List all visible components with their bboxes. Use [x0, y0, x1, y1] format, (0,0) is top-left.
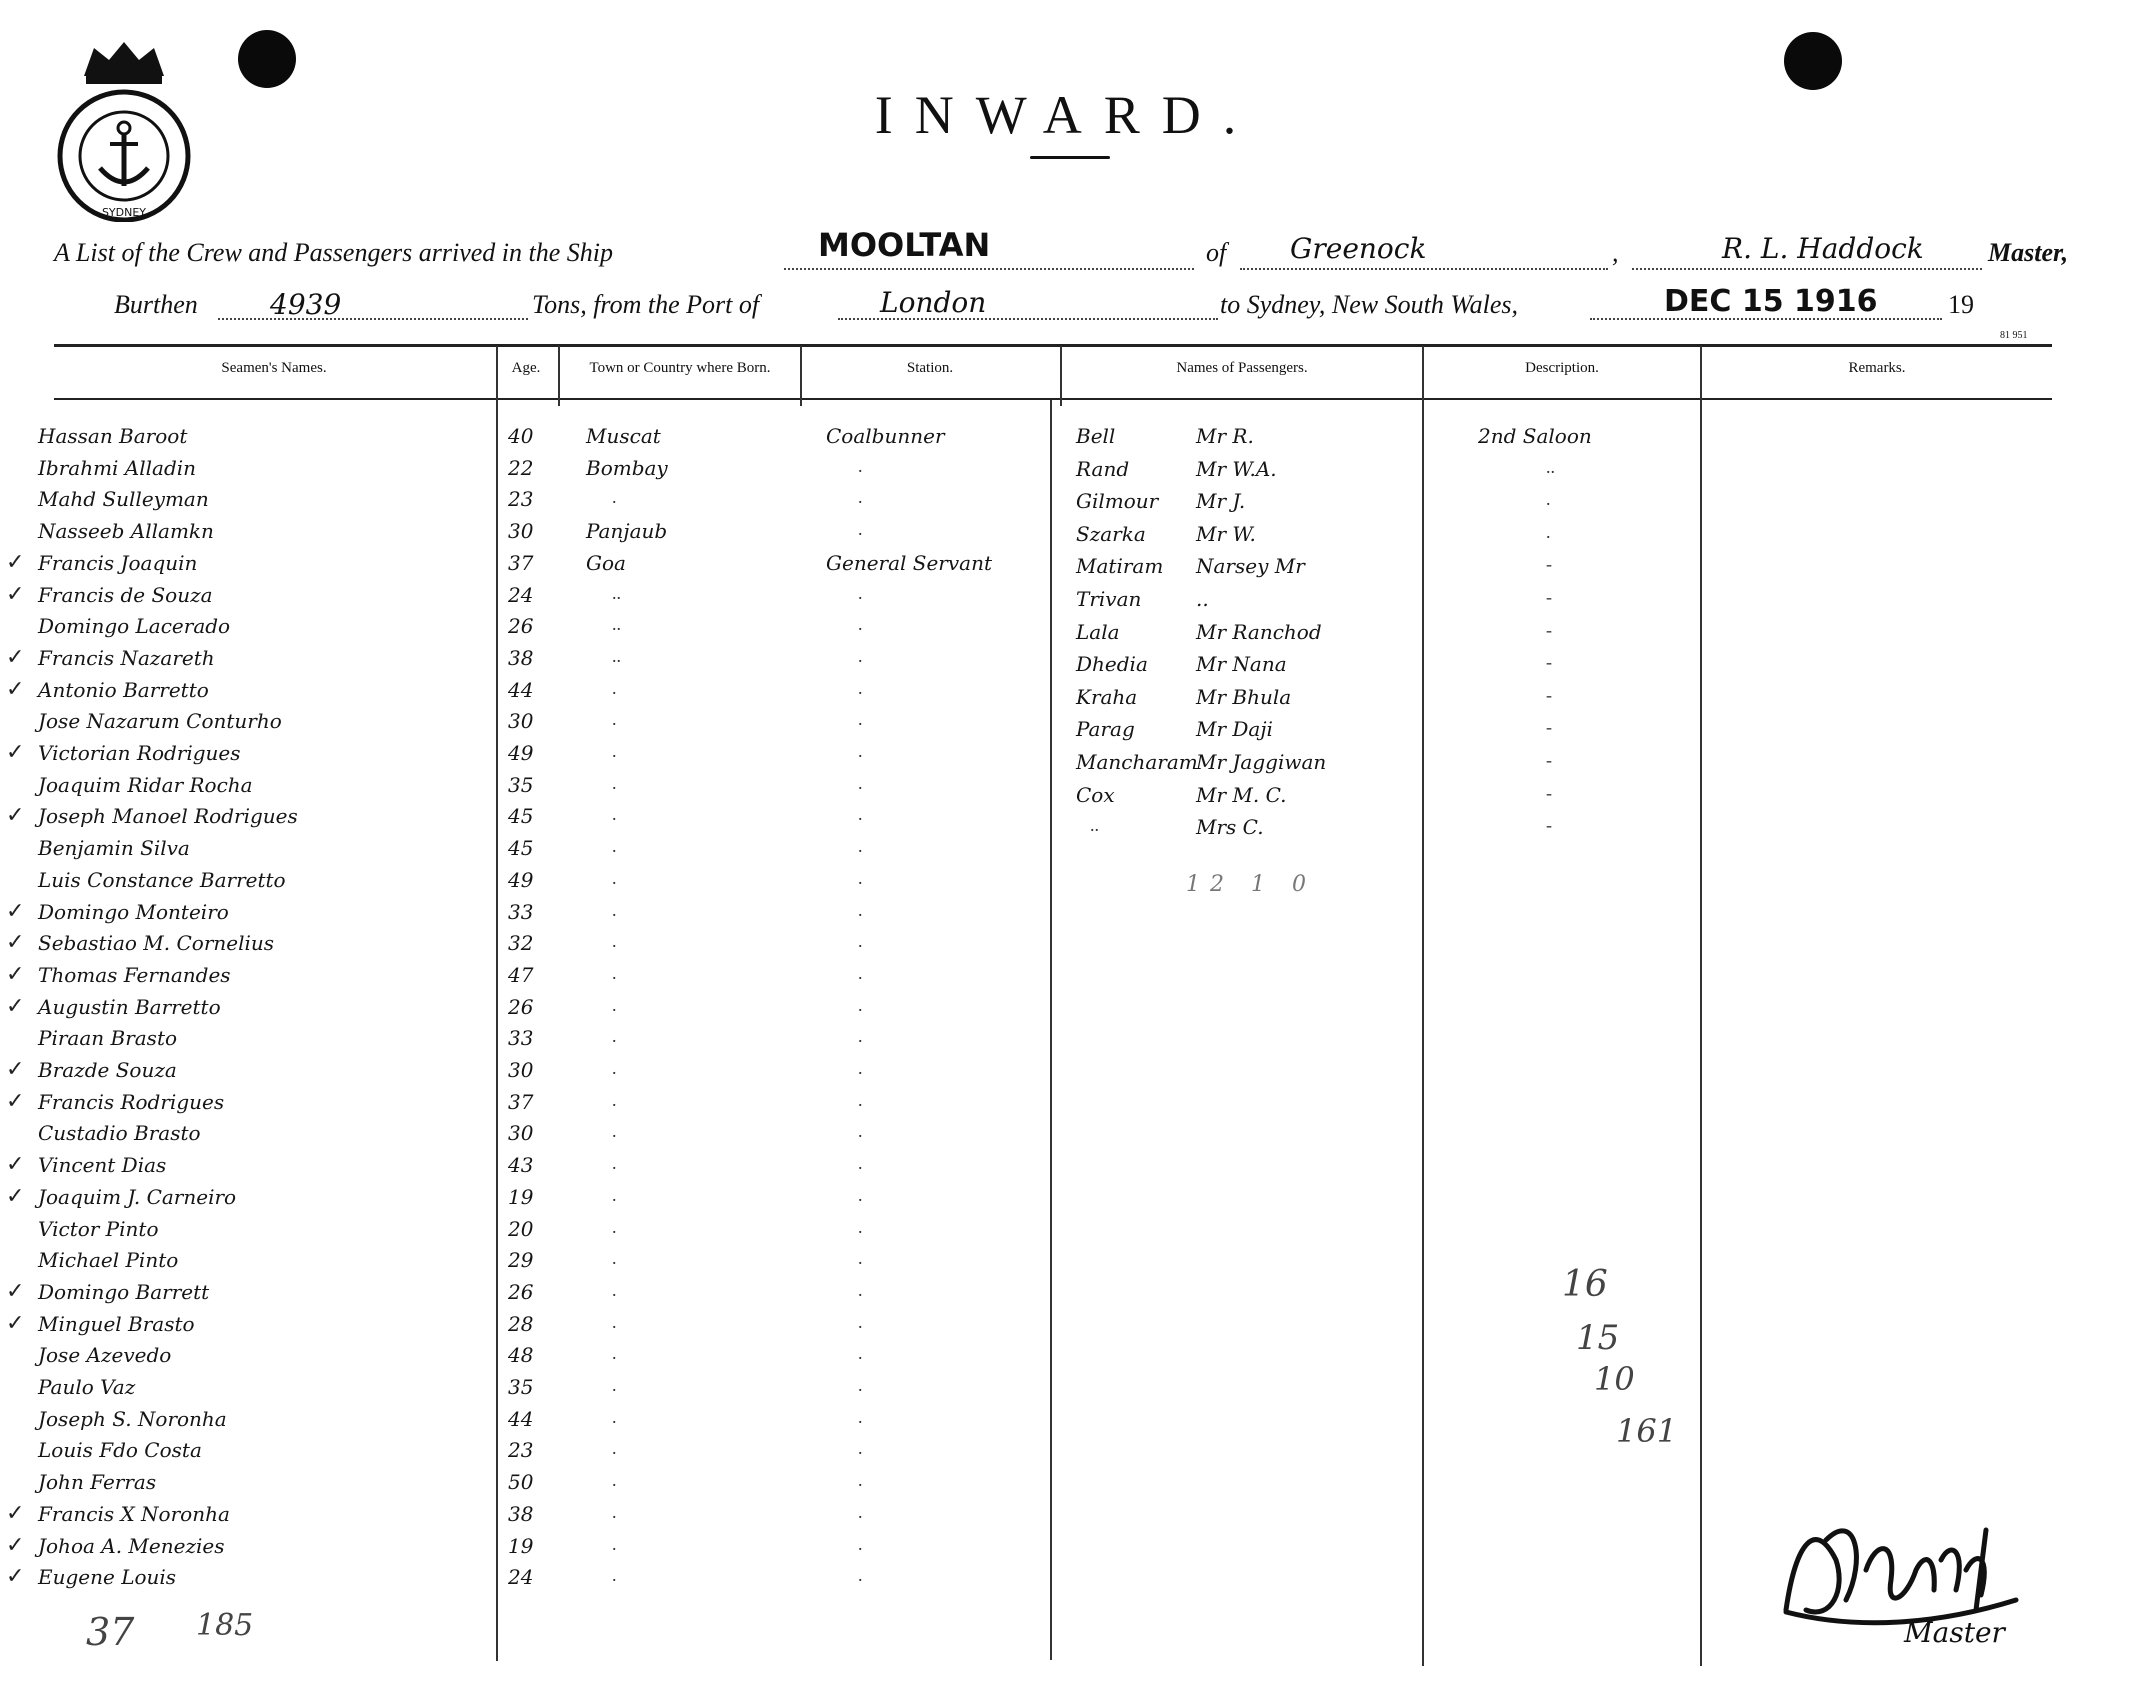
- crew-born: .: [612, 1217, 617, 1237]
- year-label: 19: [1948, 290, 1974, 319]
- crew-born: .: [612, 1121, 617, 1141]
- rule-after-station: [1060, 346, 1062, 406]
- passenger-name: Mr Bhula: [1196, 685, 1292, 709]
- passenger-surname: Kraha: [1076, 685, 1138, 709]
- crew-station: .: [858, 1153, 863, 1173]
- passenger-description: .: [1546, 489, 1551, 509]
- crew-age: 47: [508, 963, 534, 987]
- passenger-description: 2nd Saloon: [1478, 424, 1592, 448]
- form-number: 81 951: [2000, 330, 2028, 341]
- crew-station: .: [858, 1312, 863, 1332]
- crew-age: 26: [508, 614, 534, 638]
- crew-age: 50: [508, 1470, 534, 1494]
- crew-station: .: [858, 456, 863, 476]
- passenger-description: -: [1546, 587, 1552, 607]
- check-mark: ✓: [6, 1056, 25, 1081]
- crew-age: 33: [508, 1026, 534, 1050]
- check-mark: ✓: [6, 676, 25, 701]
- passenger-description: -: [1546, 685, 1552, 705]
- crew-age: 19: [508, 1534, 534, 1558]
- passenger-description: ..: [1546, 457, 1555, 477]
- passenger-name: Mrs C.: [1196, 815, 1264, 839]
- crew-name: Vincent Dias: [38, 1153, 167, 1177]
- passenger-description: -: [1546, 717, 1552, 737]
- check-mark: ✓: [6, 993, 25, 1018]
- crew-born: .: [612, 836, 617, 856]
- crew-name: Paulo Vaz: [38, 1375, 136, 1399]
- crew-station: .: [858, 1565, 863, 1585]
- crew-born: .: [612, 1407, 617, 1427]
- passenger-name: Mr Jaggiwan: [1196, 750, 1327, 774]
- passenger-description: -: [1546, 620, 1552, 640]
- burthen-label: Burthen: [114, 290, 198, 319]
- crew-age: 32: [508, 931, 534, 955]
- tons-label: Tons, from the Port of: [532, 290, 760, 319]
- crew-name: Victorian Rodrigues: [38, 741, 241, 765]
- passenger-description: -: [1546, 783, 1552, 803]
- crew-age: 40: [508, 424, 534, 448]
- crew-name: Benjamin Silva: [38, 836, 190, 860]
- passenger-surname: Bell: [1076, 424, 1116, 448]
- crew-name: Victor Pinto: [38, 1217, 159, 1241]
- master-line: [1632, 268, 1982, 270]
- crew-born: Goa: [586, 551, 626, 575]
- crew-name: Antonio Barretto: [38, 678, 209, 702]
- passenger-name: ..: [1196, 587, 1209, 611]
- crew-born: .: [612, 741, 617, 761]
- crew-name: Francis Joaquin: [38, 551, 198, 575]
- passenger-name: Mr M. C.: [1196, 783, 1287, 807]
- check-mark: ✓: [6, 644, 25, 669]
- col-passengers: Names of Passengers.: [1176, 360, 1308, 376]
- crew-born: .: [612, 1343, 617, 1363]
- crew-station: .: [858, 1438, 863, 1458]
- crew-station: .: [858, 1470, 863, 1490]
- check-mark: ✓: [6, 898, 25, 923]
- crew-station: .: [858, 1248, 863, 1268]
- crew-station: .: [858, 1407, 863, 1427]
- crew-total-note-2: 185: [196, 1608, 254, 1643]
- crew-station: .: [858, 1185, 863, 1205]
- crew-age: 44: [508, 1407, 534, 1431]
- passenger-surname: Parag: [1076, 717, 1135, 741]
- crew-age: 48: [508, 1343, 534, 1367]
- crew-station: .: [858, 614, 863, 634]
- crew-name: Joseph S. Noronha: [38, 1407, 227, 1431]
- crew-age: 38: [508, 1502, 534, 1526]
- crew-station: .: [858, 519, 863, 539]
- crew-age: 44: [508, 678, 534, 702]
- crew-name: Jose Azevedo: [38, 1343, 172, 1367]
- crew-age: 37: [508, 551, 534, 575]
- intro-text: A List of the Crew and Passengers arrived in the Ship: [54, 238, 613, 267]
- passenger-surname: Matiram: [1076, 554, 1164, 578]
- title-rule: [1030, 156, 1110, 159]
- crew-name: Louis Fdo Costa: [38, 1438, 202, 1462]
- crew-age: 23: [508, 487, 534, 511]
- check-mark: ✓: [6, 1278, 25, 1303]
- passenger-tally-note: 12 1 0: [1186, 872, 1316, 897]
- passenger-surname: Rand: [1076, 457, 1130, 481]
- check-mark: ✓: [6, 1183, 25, 1208]
- crew-station: .: [858, 1217, 863, 1237]
- remarks-note-3: 10: [1594, 1360, 1635, 1398]
- crew-born: .: [612, 678, 617, 698]
- crew-born: Bombay: [586, 456, 668, 480]
- rule-after-age: [558, 346, 560, 406]
- passenger-name: Mr Daji: [1196, 717, 1273, 741]
- crew-station: .: [858, 709, 863, 729]
- crew-station: Coalbunner: [826, 424, 945, 448]
- table-header-rule: [54, 398, 2052, 400]
- punch-hole-left: [238, 30, 296, 88]
- crew-name: Francis Rodrigues: [38, 1090, 225, 1114]
- crew-born: .: [612, 995, 617, 1015]
- crew-born: ..: [612, 646, 621, 666]
- col-station: Station.: [906, 360, 954, 376]
- crew-born: .: [612, 931, 617, 951]
- crew-age: 26: [508, 1280, 534, 1304]
- check-mark: ✓: [6, 961, 25, 986]
- passenger-description: -: [1546, 652, 1552, 672]
- crew-station: .: [858, 804, 863, 824]
- ship-name-line: [784, 268, 1194, 270]
- col-born: Town or Country where Born.: [589, 360, 771, 376]
- passenger-surname: Dhedia: [1076, 652, 1148, 676]
- crew-name: Thomas Fernandes: [38, 963, 231, 987]
- crew-born: .: [612, 1248, 617, 1268]
- table-top-rule: [54, 344, 2052, 347]
- crew-age: 37: [508, 1090, 534, 1114]
- passenger-name: Mr J.: [1196, 489, 1246, 513]
- crew-age: 38: [508, 646, 534, 670]
- crew-born: .: [612, 1534, 617, 1554]
- remarks-note-4: 161: [1616, 1412, 1678, 1450]
- crew-name: Joseph Manoel Rodrigues: [38, 804, 298, 828]
- crew-age: 49: [508, 741, 534, 765]
- crew-name: Domingo Barrett: [38, 1280, 210, 1304]
- passenger-name: Narsey Mr: [1196, 554, 1305, 578]
- crew-born: .: [612, 1090, 617, 1110]
- crew-name: Luis Constance Barretto: [38, 868, 286, 892]
- crew-age: 49: [508, 868, 534, 892]
- crew-born: .: [612, 1312, 617, 1332]
- passenger-surname: Trivan: [1076, 587, 1142, 611]
- crew-station: .: [858, 583, 863, 603]
- crew-name: Augustin Barretto: [38, 995, 221, 1019]
- crew-name: Francis de Souza: [38, 583, 213, 607]
- crew-age: 35: [508, 1375, 534, 1399]
- check-mark: ✓: [6, 802, 25, 827]
- passenger-surname: Mancharam: [1076, 750, 1198, 774]
- crew-name: Sebastiao M. Cornelius: [38, 931, 275, 955]
- crew-name: Brazde Souza: [38, 1058, 177, 1082]
- crew-station: .: [858, 1121, 863, 1141]
- crew-name: Mahd Sulleyman: [38, 487, 209, 511]
- crew-born: .: [612, 1438, 617, 1458]
- col-remarks: Remarks.: [1848, 360, 1906, 376]
- crew-station: .: [858, 1343, 863, 1363]
- crew-name: Ibrahmi Alladin: [38, 456, 197, 480]
- crew-station: .: [858, 1280, 863, 1300]
- master-name: R. L. Haddock: [1722, 232, 1924, 265]
- crew-age: 19: [508, 1185, 534, 1209]
- rule-after-description: [1700, 346, 1702, 1666]
- crew-age: 30: [508, 519, 534, 543]
- rule-after-passengers: [1422, 346, 1424, 1666]
- crew-born: .: [612, 900, 617, 920]
- crew-station: .: [858, 995, 863, 1015]
- crew-born: .: [612, 1058, 617, 1078]
- rule-passengers-left: [1050, 400, 1052, 1660]
- burthen-line: [218, 318, 528, 320]
- crew-age: 45: [508, 804, 534, 828]
- crew-name: Custadio Brasto: [38, 1121, 201, 1145]
- of-label: of: [1206, 238, 1227, 267]
- crew-station: .: [858, 1534, 863, 1554]
- check-mark: ✓: [6, 1500, 25, 1525]
- crew-station: .: [858, 1058, 863, 1078]
- svg-text:SYDNEY: SYDNEY: [101, 206, 147, 219]
- crew-name: Domingo Lacerado: [38, 614, 231, 638]
- signature-role: Master: [1904, 1616, 2005, 1649]
- passenger-description: -: [1546, 750, 1552, 770]
- port-of-registry: Greenock: [1290, 232, 1427, 265]
- crew-born: .: [612, 1280, 617, 1300]
- passenger-name: Mr Nana: [1196, 652, 1287, 676]
- passenger-description: -: [1546, 815, 1552, 835]
- passenger-name: Mr Ranchod: [1196, 620, 1322, 644]
- crew-station: .: [858, 678, 863, 698]
- check-mark: ✓: [6, 581, 25, 606]
- crew-born: .: [612, 1565, 617, 1585]
- to-label: to Sydney, New South Wales,: [1220, 290, 1519, 319]
- crew-age: 24: [508, 1565, 534, 1589]
- check-mark: ✓: [6, 549, 25, 574]
- crew-name: Francis X Noronha: [38, 1502, 230, 1526]
- burthen-value: 4939: [270, 288, 342, 321]
- arrival-date: DEC 15 1916: [1664, 284, 1878, 319]
- crew-born: .: [612, 1026, 617, 1046]
- comma: ,: [1612, 238, 1619, 267]
- crew-age: 20: [508, 1217, 534, 1241]
- passenger-name: Mr W.: [1196, 522, 1256, 546]
- passenger-name: Mr W.A.: [1196, 457, 1277, 481]
- check-mark: ✓: [6, 739, 25, 764]
- col-description: Description.: [1525, 360, 1599, 376]
- punch-hole-right: [1784, 32, 1842, 90]
- from-port: London: [880, 286, 987, 319]
- crew-age: 43: [508, 1153, 534, 1177]
- crew-born: .: [612, 487, 617, 507]
- crew-age: 29: [508, 1248, 534, 1272]
- check-mark: ✓: [6, 1151, 25, 1176]
- registry-line: [1240, 268, 1608, 270]
- crew-station: .: [858, 963, 863, 983]
- crew-station: .: [858, 741, 863, 761]
- remarks-note-2: 15: [1576, 1318, 1620, 1358]
- col-age: Age.: [511, 360, 541, 376]
- remarks-note-1: 16: [1562, 1264, 1608, 1305]
- passenger-description: .: [1546, 522, 1551, 542]
- crew-station: .: [858, 868, 863, 888]
- col-seamen-names: Seamen's Names.: [221, 360, 327, 376]
- crew-total-note: 37: [86, 1610, 135, 1654]
- crew-name: Nasseeb Allamkn: [38, 519, 214, 543]
- passenger-surname: Lala: [1076, 620, 1120, 644]
- crew-born: ..: [612, 583, 621, 603]
- crew-age: 24: [508, 583, 534, 607]
- passenger-surname: Cox: [1076, 783, 1115, 807]
- crew-name: Joaquim Ridar Rocha: [38, 773, 253, 797]
- crew-born: .: [612, 709, 617, 729]
- crew-station: .: [858, 836, 863, 856]
- crew-station: .: [858, 1502, 863, 1522]
- crew-name: Francis Nazareth: [38, 646, 215, 670]
- document-title: INWARD.: [874, 85, 1259, 145]
- check-mark: ✓: [6, 929, 25, 954]
- crew-station: .: [858, 1026, 863, 1046]
- crew-name: Jose Nazarum Conturho: [38, 709, 282, 733]
- crew-station: General Servant: [826, 551, 993, 575]
- passenger-surname: Szarka: [1076, 522, 1146, 546]
- crew-age: 33: [508, 900, 534, 924]
- crew-age: 26: [508, 995, 534, 1019]
- crew-born: .: [612, 963, 617, 983]
- check-mark: ✓: [6, 1563, 25, 1588]
- rule-after-names: [496, 346, 498, 1661]
- ship-name: MOOLTAN: [818, 226, 991, 264]
- check-mark: ✓: [6, 1310, 25, 1335]
- crew-born: ..: [612, 614, 621, 634]
- crew-name: Joaquim J. Carneiro: [38, 1185, 237, 1209]
- crew-station: .: [858, 1375, 863, 1395]
- crew-station: .: [858, 646, 863, 666]
- check-mark: ✓: [6, 1088, 25, 1113]
- crew-born: .: [612, 1375, 617, 1395]
- passenger-description: -: [1546, 554, 1552, 574]
- rule-after-born: [800, 346, 802, 406]
- crew-station: .: [858, 931, 863, 951]
- crew-age: 22: [508, 456, 534, 480]
- crew-station: .: [858, 900, 863, 920]
- crew-born: .: [612, 1470, 617, 1490]
- passenger-surname: ..: [1090, 815, 1099, 835]
- crew-age: 23: [508, 1438, 534, 1462]
- crew-name: Johoa A. Menezies: [38, 1534, 225, 1558]
- crew-age: 30: [508, 1121, 534, 1145]
- crew-name: Domingo Monteiro: [38, 900, 229, 924]
- crew-name: Hassan Baroot: [38, 424, 188, 448]
- crew-age: 35: [508, 773, 534, 797]
- master-label: Master,: [1988, 238, 2069, 267]
- crew-born: .: [612, 1153, 617, 1173]
- crew-born: .: [612, 1185, 617, 1205]
- crew-name: Michael Pinto: [38, 1248, 179, 1272]
- crew-name: Minguel Brasto: [38, 1312, 195, 1336]
- crew-age: 30: [508, 709, 534, 733]
- passenger-name: Mr R.: [1196, 424, 1254, 448]
- crew-station: .: [858, 773, 863, 793]
- crew-born: .: [612, 804, 617, 824]
- crew-name: John Ferras: [38, 1470, 157, 1494]
- crew-born: .: [612, 773, 617, 793]
- crew-born: Muscat: [586, 424, 661, 448]
- crew-age: 45: [508, 836, 534, 860]
- check-mark: ✓: [6, 1532, 25, 1557]
- crew-name: Piraan Brasto: [38, 1026, 178, 1050]
- crew-station: .: [858, 487, 863, 507]
- crew-born: Panjaub: [586, 519, 668, 543]
- crew-born: .: [612, 868, 617, 888]
- crew-born: .: [612, 1502, 617, 1522]
- crew-age: 30: [508, 1058, 534, 1082]
- crew-age: 28: [508, 1312, 534, 1336]
- passenger-surname: Gilmour: [1076, 489, 1159, 513]
- crew-name: Eugene Louis: [38, 1565, 177, 1589]
- crew-station: .: [858, 1090, 863, 1110]
